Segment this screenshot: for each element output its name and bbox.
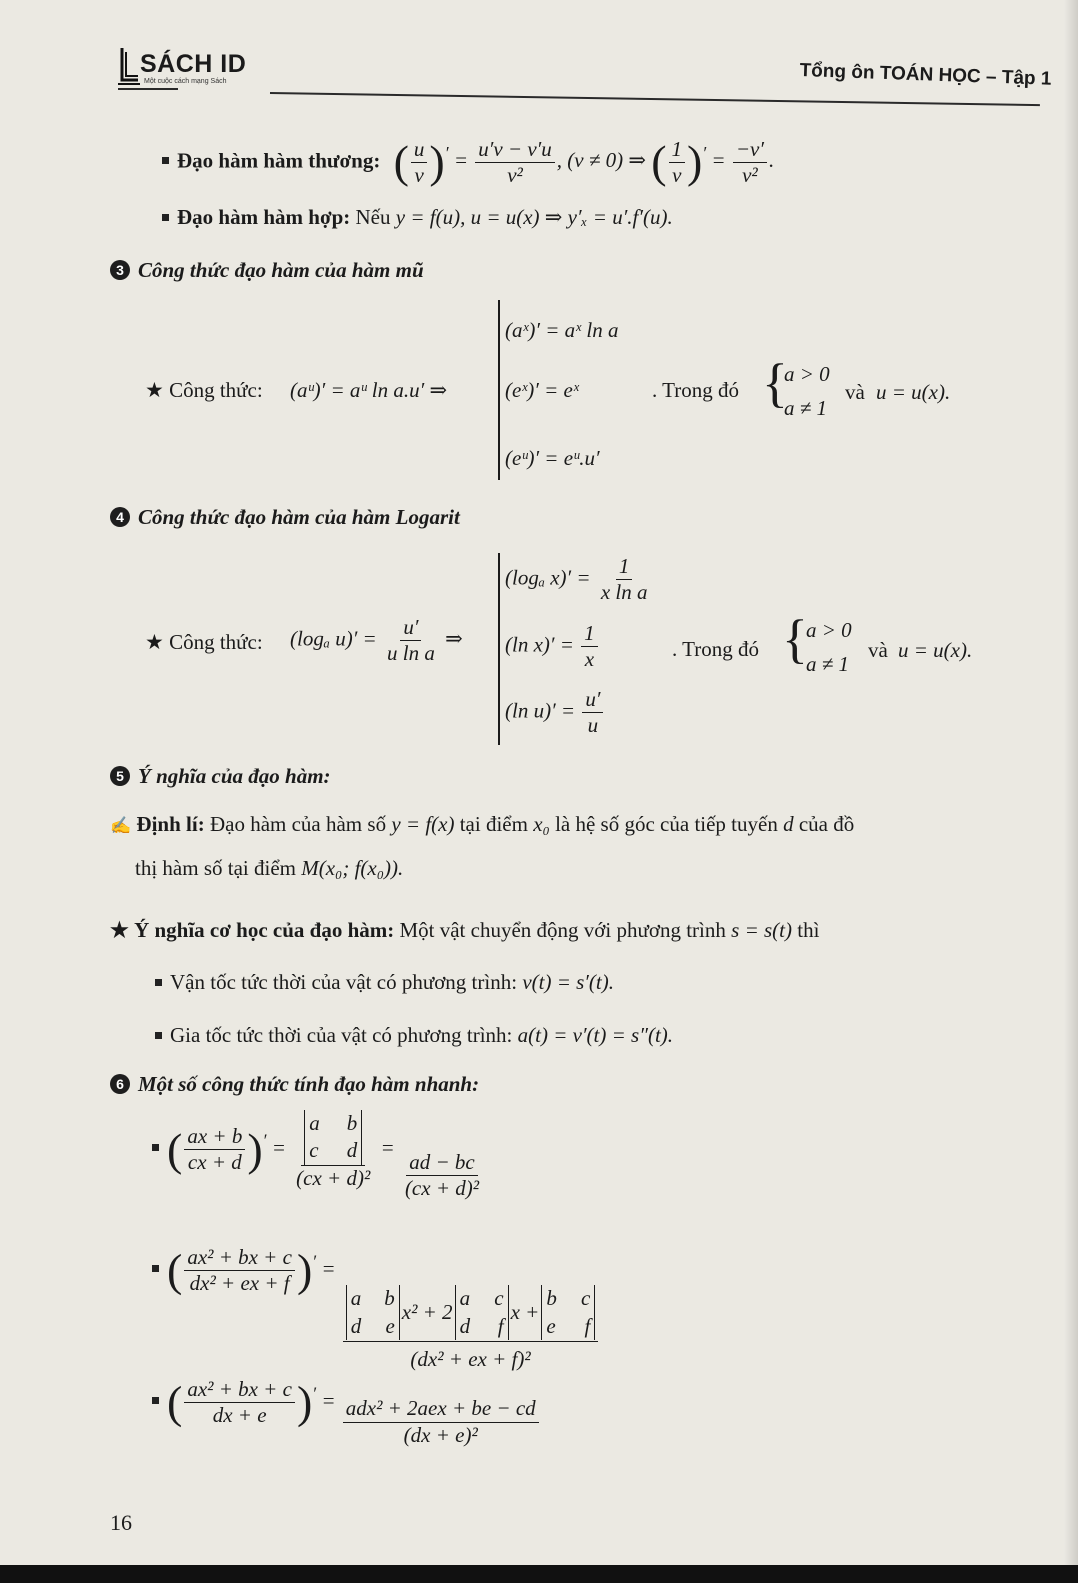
quotient-label: Đạo hàm hàm thương: — [177, 148, 381, 173]
s3-formula-label: ★ Công thức: — [145, 378, 263, 402]
dinh-li-line2 — [135, 856, 403, 881]
s3-va: và — [845, 380, 865, 404]
section-6-number: 6 — [110, 1074, 130, 1094]
f2-x: x + — [510, 1300, 540, 1325]
f2-num: ax² + bx + c — [184, 1246, 295, 1271]
composite-label: Đạo hàm hàm hợp: — [177, 205, 351, 229]
quick-formula-3: ( $\frac{\text{ax² + bx + c}}{dx + e}$ )′ = $\frac{\text{adx² + 2aex + be − cd}}{\text{(dx + e)²}}$ — [152, 1378, 541, 1447]
s4-lhs — [290, 616, 463, 665]
bullet-square-icon — [152, 1144, 159, 1151]
bullet-square-icon — [155, 1032, 162, 1039]
gia-toc-f: a(t) = v′(t) = s″(t). — [517, 1023, 674, 1047]
co-hoc-thi: thì — [797, 918, 820, 942]
section-5-title: Ý nghĩa của đạo hàm: — [138, 764, 331, 788]
f2-f2: f — [584, 1313, 591, 1338]
logo-subtitle: Một cuộc cách mạng Sách — [144, 78, 227, 85]
s3-lhs: (aᵘ)′ = aᵘ ln a.u′ ⇒ — [290, 378, 448, 402]
f2-d2: d — [459, 1313, 471, 1338]
book-title: Tổng ôn TOÁN HỌC – Tập 1 — [799, 60, 1052, 90]
f1-det-d: d — [346, 1138, 358, 1163]
section-3-number: 3 — [110, 260, 130, 280]
s3-trongdo: . Trong đó — [652, 378, 739, 402]
bullet-square-icon — [162, 214, 169, 221]
f2-f: f — [497, 1313, 504, 1338]
s3-brace: { — [762, 353, 788, 413]
header-rule-left — [118, 88, 178, 90]
section-5-heading — [110, 764, 331, 789]
s4-r2 — [505, 622, 600, 671]
s4-r2-a: (ln x)′ = — [505, 632, 574, 657]
co-hoc-line — [110, 918, 819, 943]
f3-den: dx + e — [212, 1403, 267, 1428]
f1-den3: (cx + d)² — [404, 1175, 480, 1200]
composite-rule — [162, 205, 673, 230]
s4-c2: a ≠ 1 — [806, 652, 850, 676]
s3-r3: (eᵘ)′ = eᵘ.u′ — [505, 446, 600, 470]
dinh-li-text4: của đồ — [798, 812, 855, 836]
van-toc-line — [155, 970, 614, 995]
book-logo-icon — [118, 46, 140, 86]
f2-e: e — [385, 1313, 395, 1338]
f2-a: a — [350, 1286, 362, 1311]
bullet-square-icon — [152, 1265, 159, 1272]
q-one: 1 — [669, 138, 686, 163]
s4-trongdo: . Trong đó — [672, 637, 759, 661]
dinh-li-line1 — [110, 812, 854, 837]
f2-den2: (dx² + ex + f)² — [410, 1347, 531, 1371]
quick-formula-1: ( $\frac{ax + b}{cx + d}$ )′ = a b c d (cx + d)² = $\frac{ad - bc}{\text{(cx + d)²}}$ — [152, 1110, 484, 1200]
s3-c1: a > 0 — [784, 362, 830, 386]
s4-c1: a > 0 — [806, 618, 852, 642]
co-hoc-text: Một vật chuyển động với phương trình — [399, 918, 726, 942]
section-5-number: 5 — [110, 766, 130, 786]
header-rule — [270, 92, 1040, 106]
section-3-heading — [110, 258, 424, 283]
dinh-li-text3: là hệ số góc của tiếp tuyến — [555, 812, 778, 836]
s4-r3 — [505, 688, 605, 737]
pencil-icon: ✍ — [110, 816, 132, 835]
f2-e2: e — [546, 1313, 556, 1338]
f2-den: dx² + ex + f — [189, 1271, 290, 1296]
gia-toc-line — [155, 1023, 673, 1048]
dinh-li-line2-text: thị hàm số tại điểm — [135, 856, 296, 880]
s4-lhs-a: (logₐ u)′ = — [290, 626, 377, 651]
section-4-heading — [110, 505, 460, 530]
page-number: 16 — [110, 1510, 132, 1535]
dinh-li-x0: x₀ — [533, 812, 550, 836]
van-toc-f: v(t) = s′(t). — [522, 970, 614, 994]
s4-lhs-num: u′ — [400, 616, 421, 641]
f2-x2: x² + 2 — [401, 1300, 453, 1325]
dinh-li-text1: Đạo hàm của hàm số — [209, 812, 387, 836]
q-v: v — [414, 163, 424, 188]
q-den: v² — [507, 163, 523, 188]
s4-r3-a: (ln u)′ = — [505, 698, 576, 723]
s4-r2-den: x — [584, 647, 595, 672]
f1-det-b: b — [346, 1111, 358, 1135]
f2-b2: b — [546, 1286, 557, 1311]
section-6-title: Một số công thức tính đạo hàm nhanh: — [138, 1072, 480, 1096]
co-hoc-label: ★ Ý nghĩa cơ học của đạo hàm: — [110, 918, 395, 942]
s4-tail: u = u(x). — [898, 638, 973, 662]
section-4-title: Công thức đạo hàm của hàm Logarit — [138, 505, 460, 529]
q-cond: , (v ≠ 0) ⇒ — [556, 148, 646, 173]
s4-r1 — [505, 555, 652, 604]
f1-num3: ad − bc — [406, 1151, 478, 1176]
f2-a2: a — [459, 1286, 471, 1311]
dinh-li-f: y = f(x) — [391, 812, 455, 836]
s4-r1-num: 1 — [616, 555, 633, 580]
dinh-li-label: Định lí: — [136, 812, 205, 836]
s3-r2: (eˣ)′ = eˣ — [505, 378, 579, 402]
q-num: u′v − v′u — [475, 138, 555, 163]
f1-det-c: c — [309, 1138, 319, 1163]
f3-den2: (dx + e)² — [403, 1422, 478, 1447]
composite-text: Nếu — [355, 205, 391, 229]
composite-formula: y = f(u), u = u(x) ⇒ y′ₓ = u′.f′(u). — [395, 205, 673, 229]
q-u: u — [411, 138, 428, 163]
s3-tail: u = u(x). — [876, 380, 951, 404]
quick-formula-2: ( $\frac{\text{ax² + bx + c}}{\text{dx² + ex + f}}$ )′ = a b d e x² + 2 a c d f x + b c e f (dx² + ex + f)² — [152, 1246, 600, 1371]
dinh-li-text2: tại điểm — [459, 812, 528, 836]
q-den2: v² — [742, 163, 758, 188]
f1-num: ax + b — [184, 1125, 245, 1150]
scan-bottom-band — [0, 1565, 1078, 1583]
dinh-li-d: d — [783, 812, 794, 836]
dinh-li-M: M(x₀; f(x₀)). — [301, 856, 404, 880]
s4-va: và — [868, 638, 888, 662]
s4-formula-label: ★ Công thức: — [145, 630, 263, 654]
f1-den: cx + d — [187, 1150, 242, 1175]
section-6-heading — [110, 1072, 479, 1097]
s4-brace: { — [782, 609, 808, 669]
co-hoc-s: s = s(t) — [731, 918, 792, 942]
quotient-rule: Đạo hàm hàm thương: ( $\frac{u}{v}$ )′ = $\frac{u'v - v'u}{\text{v²}}$ , (v ≠ 0) ⇒ ( $\frac{1}{v}$ )′ = $\frac{-v'}{\text{v²}}$ . — [162, 138, 774, 187]
s4-r2-num: 1 — [581, 622, 598, 647]
page-edge-shadow — [1064, 0, 1078, 1583]
f2-d: d — [350, 1313, 362, 1338]
f2-b: b — [384, 1286, 395, 1311]
s4-r3-num: u′ — [582, 688, 603, 713]
s4-lhs-den: u ln a — [386, 641, 435, 666]
s4-r1-a: (logₐ x)′ = — [505, 565, 591, 590]
van-toc-text: Vận tốc tức thời của vật có phương trình: — [170, 970, 518, 994]
s3-c2: a ≠ 1 — [784, 396, 828, 420]
f3-num: ax² + bx + c — [184, 1378, 295, 1403]
s4-r1-den: x ln a — [600, 580, 648, 605]
f3-num2: adx² + 2aex + be − cd — [343, 1397, 539, 1422]
f2-c2: c — [580, 1286, 591, 1311]
bullet-square-icon — [152, 1397, 159, 1404]
section-4-number: 4 — [110, 507, 130, 527]
s4-arrow: ⇒ — [445, 626, 463, 651]
s4-bar — [498, 553, 500, 745]
q-negv: −v′ — [733, 138, 767, 163]
gia-toc-text: Gia tốc tức thời của vật có phương trình: — [170, 1023, 513, 1047]
f1-det-a: a — [309, 1111, 320, 1135]
bullet-square-icon — [155, 979, 162, 986]
f2-c: c — [494, 1286, 504, 1311]
logo-text: SÁCH ID — [140, 50, 247, 78]
section-3-title: Công thức đạo hàm của hàm mũ — [138, 258, 424, 282]
f1-den2: (cx + d)² — [296, 1165, 371, 1190]
s3-r1: (aˣ)′ = aˣ ln a — [505, 318, 619, 342]
bullet-square-icon — [162, 157, 169, 164]
s3-bar — [498, 300, 500, 480]
q-v2: v — [672, 163, 682, 188]
s4-r3-den: u — [587, 713, 599, 738]
